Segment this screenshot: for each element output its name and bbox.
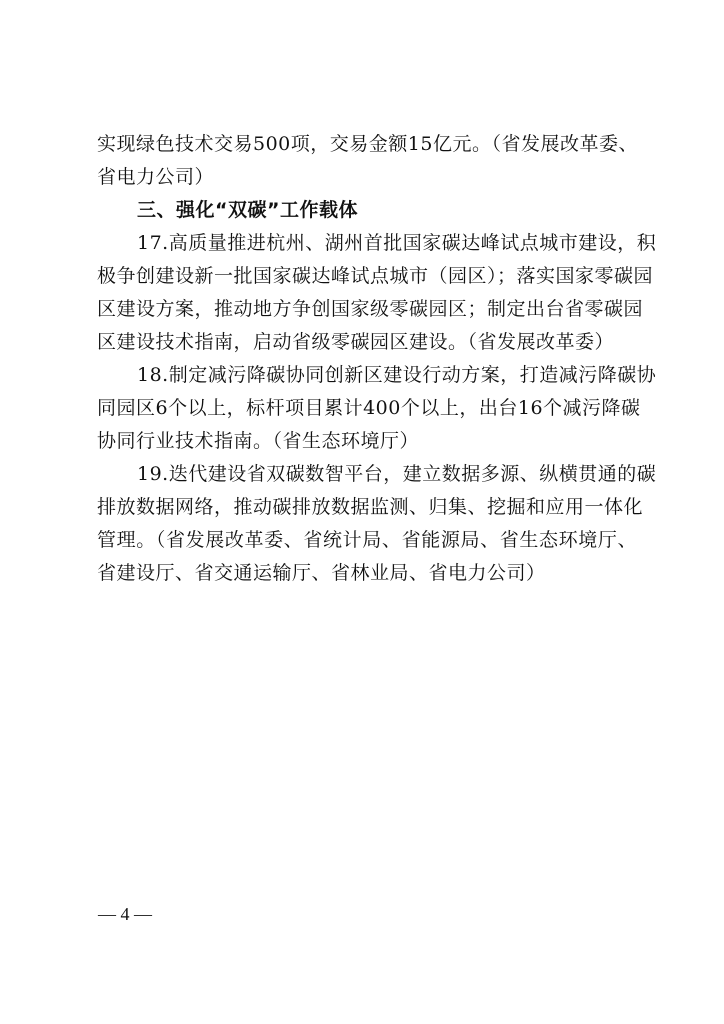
text-line: 协同行业技术指南。（省生态环境厅） <box>97 430 420 452</box>
paragraph-item-19 <box>97 458 657 590</box>
text-line: 极争创建设新一批国家碳达峰试点城市（园区）；落实国家零碳园 <box>97 265 654 287</box>
text-line: 18.制定减污降碳协同创新区建设行动方案，打造减污降碳协 <box>137 364 657 386</box>
paragraph-item-17 <box>97 227 657 359</box>
text-line: 管理。（省发展改革委、省统计局、省能源局、省生态环境厅、 <box>97 529 637 551</box>
text-line: 同园区6个以上，标杆项目累计400个以上，出台16个减污降碳 <box>97 397 641 419</box>
section-heading: 三、强化“双碳”工作载体 <box>137 199 358 221</box>
text-line: 实现绿色技术交易500项，交易金额15亿元。（省发展改革委、 <box>97 133 638 155</box>
text-line: 省电力公司） <box>97 166 215 188</box>
document-body <box>97 128 657 590</box>
paragraph-continuation <box>97 128 637 194</box>
text-line: 排放数据网络，推动碳排放数据监测、归集、挖掘和应用一体化 <box>97 496 644 518</box>
text-line: 省建设厅、省交通运输厅、省林业局、省电力公司） <box>97 562 546 584</box>
text-line: 19.迭代建设省双碳数智平台，建立数据多源、纵横贯通的碳 <box>137 463 657 485</box>
text-line: 17.高质量推进杭州、湖州首批国家碳达峰试点城市建设，积 <box>137 232 657 254</box>
text-line: 区建设技术指南，启动省级零碳园区建设。（省发展改革委） <box>97 331 615 353</box>
paragraph-item-18 <box>97 359 657 458</box>
text-line: 区建设方案，推动地方争创国家级零碳园区；制定出台省零碳园 <box>97 298 644 320</box>
page-number: — 4 — <box>98 904 152 924</box>
